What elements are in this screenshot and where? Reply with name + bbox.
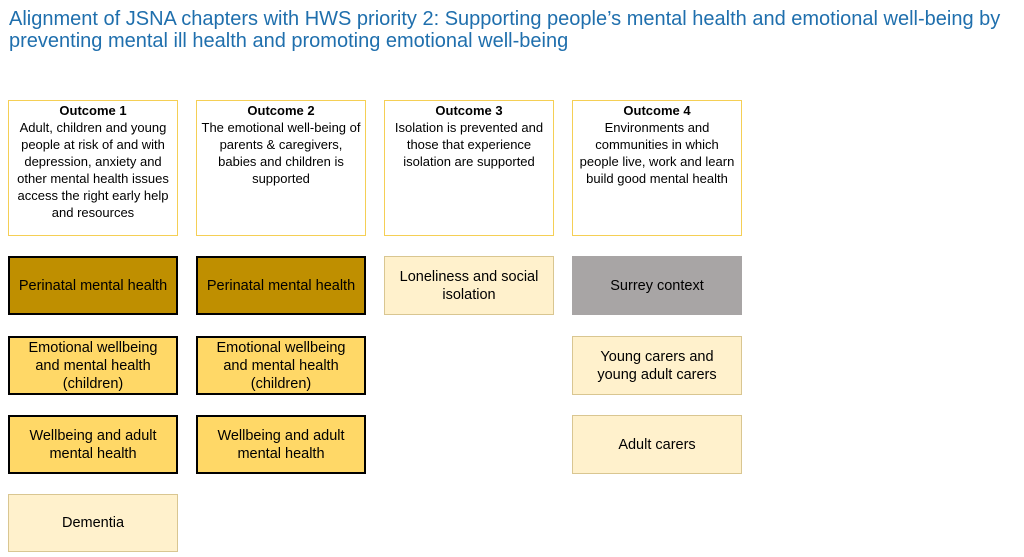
outcome-4-box (572, 100, 742, 236)
chapter-dementia: Dementia (8, 494, 178, 552)
chapter-wellbeing-adult-mental-health-col1: Wellbeing and adult mental health (8, 415, 178, 474)
outcome-4-heading: Outcome 4 (623, 103, 691, 118)
chapter-emotional-wellbeing-children-col2: Emotional wellbeing and mental health (children) (196, 336, 366, 395)
outcome-2-text: The emotional well-being of parents & caregivers, babies and children is supported (201, 120, 361, 186)
outcome-2-box (196, 100, 366, 236)
chapter-wellbeing-adult-mental-health-col2: Wellbeing and adult mental health (196, 415, 366, 474)
outcome-2-heading: Outcome 2 (247, 103, 315, 118)
outcome-1-box (8, 100, 178, 236)
page-title: Alignment of JSNA chapters with HWS priority 2: Supporting people’s mental health and emotional well-being by preventing mental ill health and promoting emotional well-being (9, 8, 1001, 52)
outcome-3-text: Isolation is prevented and those that experience isolation are supported (394, 120, 544, 169)
chapter-young-carers: Young carers and young adult carers (572, 336, 742, 395)
outcome-4-text: Environments and communities in which people live, work and learn build good mental health (579, 120, 735, 186)
outcome-3-box (384, 100, 554, 236)
chapter-perinatal-mental-health-col1: Perinatal mental health (8, 256, 178, 315)
outcome-3-heading: Outcome 3 (435, 103, 503, 118)
outcome-1-heading: Outcome 1 (59, 103, 127, 118)
chapter-loneliness-social-isolation: Loneliness and social isolation (384, 256, 554, 315)
outcome-1-text: Adult, children and young people at risk of and with depression, anxiety and other mental health issues access the right early help and resources (17, 120, 169, 220)
chapter-emotional-wellbeing-children-col1: Emotional wellbeing and mental health (children) (8, 336, 178, 395)
chapter-adult-carers: Adult carers (572, 415, 742, 474)
chapter-surrey-context: Surrey context (572, 256, 742, 315)
chapter-perinatal-mental-health-col2: Perinatal mental health (196, 256, 366, 315)
